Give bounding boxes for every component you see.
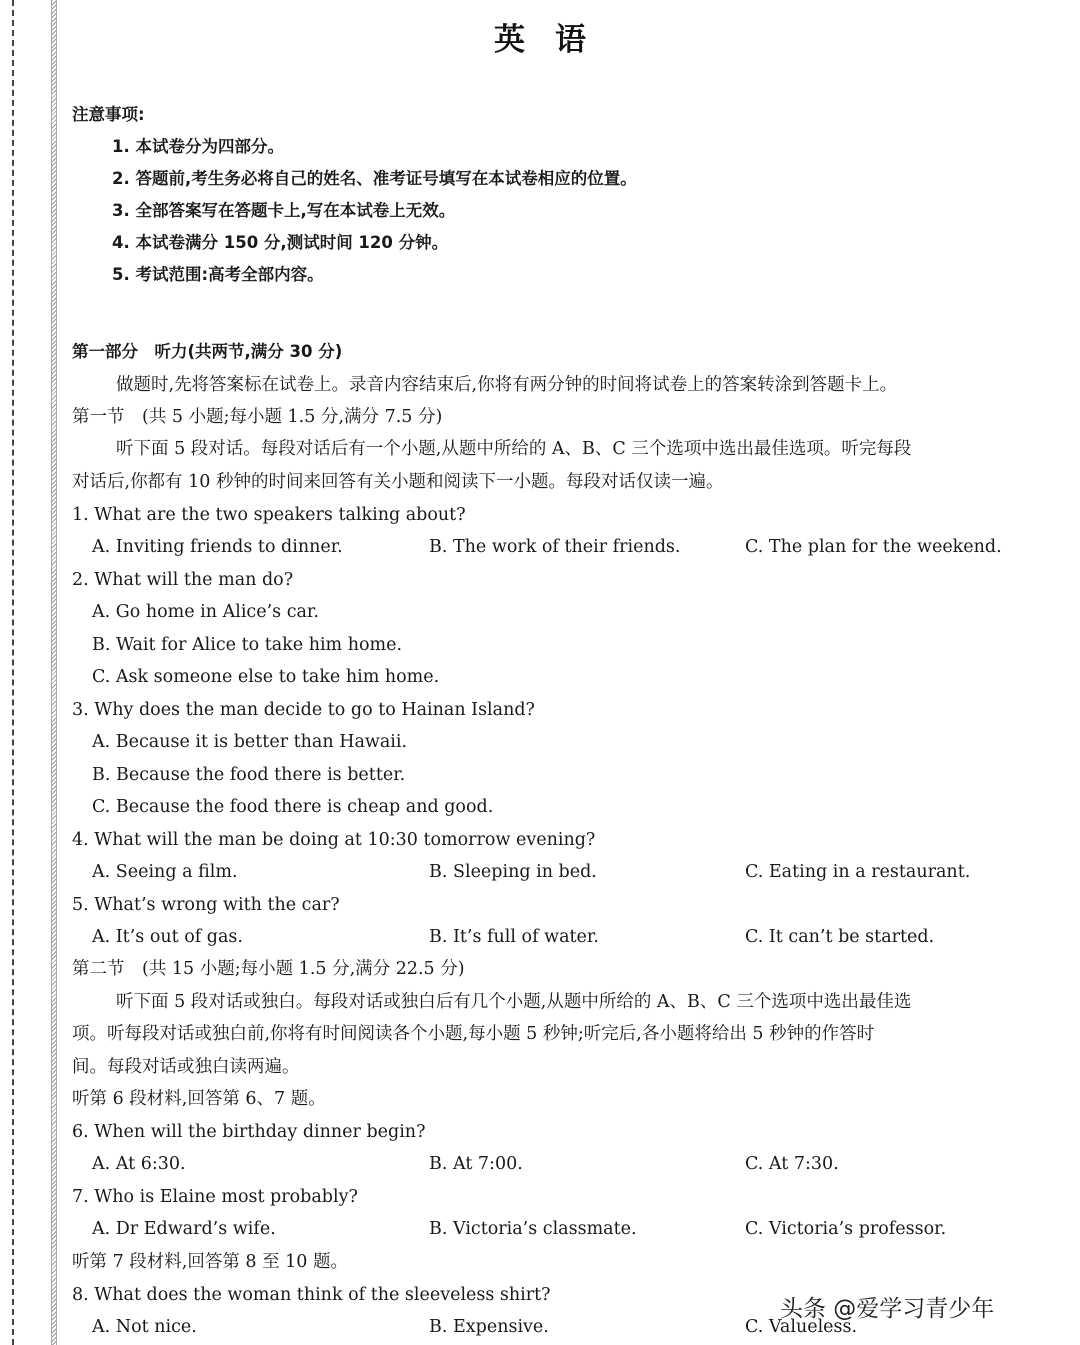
option-b: B. Victoria’s classmate. <box>429 1219 637 1239</box>
part1-instruction: 做题时,先将答案标在试卷上。录音内容结束后,你将有两分钟的时间将试卷上的答案转涂到答题卡上。 <box>116 375 898 395</box>
question: 8. What does the woman think of the sleeveless shirt? <box>72 1285 551 1305</box>
section2-heading: 第二节 (共 15 小题;每小题 1.5 分,满分 22.5 分) <box>72 959 465 979</box>
option-a: A. Not nice. <box>92 1317 197 1337</box>
option-a: A. Dr Edward’s wife. <box>92 1219 276 1239</box>
question: 7. Who is Elaine most probably? <box>72 1187 358 1207</box>
option-a: A. Because it is better than Hawaii. <box>92 732 408 752</box>
notice-item: 1. 本试卷分为四部分。 <box>112 137 284 156</box>
notice-item: 4. 本试卷满分 150 分,测试时间 120 分钟。 <box>112 233 449 252</box>
section2-instruction: 项。听每段对话或独白前,你将有时间阅读各个小题,每小题 5 秒钟;听完后,各小题将给出 5 秒钟的作答时 <box>72 1024 875 1044</box>
section2-instruction: 听下面 5 段对话或独白。每段对话或独白后有几个小题,从题中所给的 A、B、C 三个选项中选出最佳选 <box>116 992 912 1012</box>
option-c: C. At 7:30. <box>745 1154 839 1174</box>
option-b: B. Wait for Alice to take him home. <box>92 635 403 655</box>
option-a: A. Seeing a film. <box>92 862 238 882</box>
section2-instruction: 间。每段对话或独白读两遍。 <box>72 1057 300 1077</box>
section1-instruction: 听下面 5 段对话。每段对话后有一个小题,从题中所给的 A、B、C 三个选项中选出最佳选项。听完每段 <box>116 439 912 459</box>
option-b: B. Because the food there is better. <box>92 765 406 785</box>
cut-line <box>12 0 14 1345</box>
notice-item: 3. 全部答案写在答题卡上,写在本试卷上无效。 <box>112 201 456 220</box>
option-c: C. The plan for the weekend. <box>745 537 1002 557</box>
option-b: B. Expensive. <box>429 1317 549 1337</box>
question: 5. What’s wrong with the car? <box>72 895 340 915</box>
watermark: 头条 @爱学习青少年 <box>780 1296 995 1322</box>
option-c: C. Eating in a restaurant. <box>745 862 971 882</box>
material-label: 听第 7 段材料,回答第 8 至 10 题。 <box>72 1252 348 1272</box>
option-c: C. It can’t be started. <box>745 927 935 947</box>
binding-strip <box>51 0 57 1345</box>
question: 3. Why does the man decide to go to Hainan Island? <box>72 700 535 720</box>
section1-instruction: 对话后,你都有 10 秒钟的时间来回答有关小题和阅读下一小题。每段对话仅读一遍。 <box>72 472 724 492</box>
option-a: A. Go home in Alice’s car. <box>92 602 319 622</box>
question: 6. When will the birthday dinner begin? <box>72 1122 426 1142</box>
question: 1. What are the two speakers talking about? <box>72 505 466 525</box>
option-a: A. It’s out of gas. <box>92 927 243 947</box>
option-c: C. Because the food there is cheap and good. <box>92 797 494 817</box>
part1-heading: 第一部分 听力(共两节,满分 30 分) <box>72 342 343 361</box>
option-c: C. Ask someone else to take him home. <box>92 667 440 687</box>
option-b: B. It’s full of water. <box>429 927 599 947</box>
option-a: A. Inviting friends to dinner. <box>92 537 343 557</box>
option-b: B. The work of their friends. <box>429 537 681 557</box>
page-title: 英语 <box>494 22 616 58</box>
notice-heading: 注意事项: <box>72 105 145 124</box>
option-b: B. At 7:00. <box>429 1154 523 1174</box>
option-a: A. At 6:30. <box>92 1154 186 1174</box>
option-b: B. Sleeping in bed. <box>429 862 597 882</box>
notice-item: 5. 考试范围:高考全部内容。 <box>112 265 324 284</box>
notice-item: 2. 答题前,考生务必将自己的姓名、准考证号填写在本试卷相应的位置。 <box>112 169 637 188</box>
material-label: 听第 6 段材料,回答第 6、7 题。 <box>72 1089 326 1109</box>
section1-heading: 第一节 (共 5 小题;每小题 1.5 分,满分 7.5 分) <box>72 407 443 427</box>
option-c: C. Victoria’s professor. <box>745 1219 947 1239</box>
option-c: C. Valueless. <box>745 1317 858 1337</box>
question: 2. What will the man do? <box>72 570 294 590</box>
question: 4. What will the man be doing at 10:30 tomorrow evening? <box>72 830 596 850</box>
